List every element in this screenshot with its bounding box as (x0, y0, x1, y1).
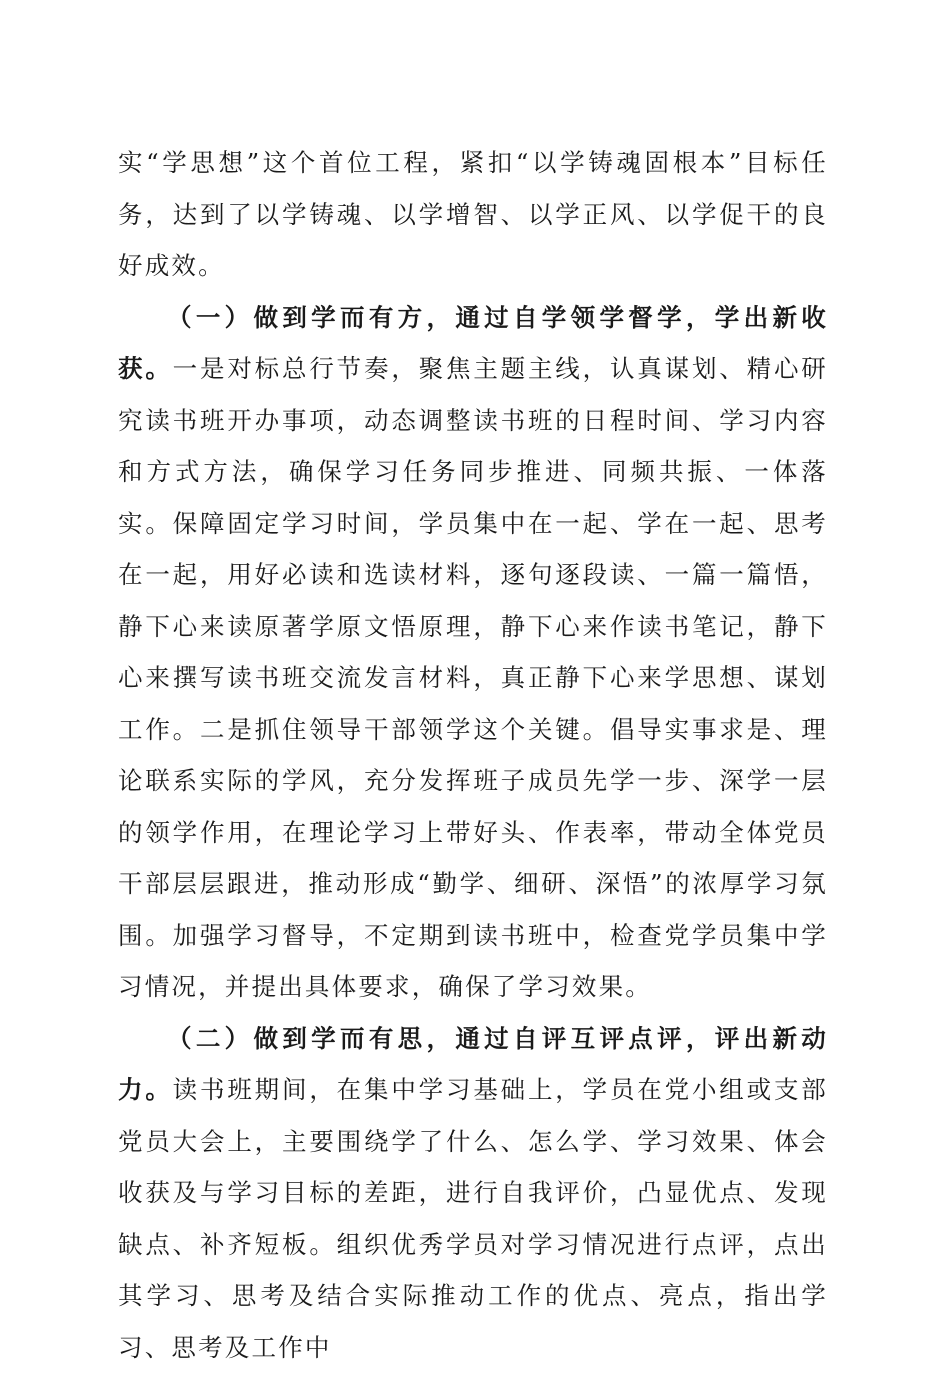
paragraph-text: 实“学思想”这个首位工程，紧扣“以学铸魂固根本”目标任务，达到了以学铸魂、以学增智、以学正风、以学促干的良好成效。 (118, 148, 828, 280)
section-heading: （二）做到学而有思，通过自评互评点评，评出新动力。 (118, 1024, 828, 1105)
document-body (118, 137, 828, 1373)
paragraph-text: 读书班期间，在集中学习基础上，学员在党小组或支部党员大会上，主要围绕学了什么、怎么学、学习效果、体会收获及与学习目标的差距，进行自我评价，凸显优点、发现缺点、补齐短板。组织优秀学员对学习情况进行点评，点出其学习、思考及结合实际推动工作的优点、亮点，指出学习、思考及工作中 (118, 1075, 828, 1362)
paragraph-section-two (118, 1013, 828, 1373)
paragraph-section-one (118, 292, 828, 1013)
paragraph-text: 一是对标总行节奏，聚焦主题主线，认真谋划、精心研究读书班开办事项，动态调整读书班的日程时间、学习内容和方式方法，确保学习任务同步推进、同频共振、一体落实。保障固定学习时间，学员集中在一起、学在一起、思考在一起，用好必读和选读材料，逐句逐段读、一篇一篇悟，静下心来读原著学原文悟原理，静下心来作读书笔记，静下心来撰写读书班交流发言材料，真正静下心来学思想、谋划工作。二是抓住领导干部领学这个关键。倡导实事求是、理论联系实际的学风，充分发挥班子成员先学一步、深学一层的领学作用，在理论学习上带好头、作表率，带动全体党员干部层层跟进，推动形成“勤学、细研、深悟”的浓厚学习氛围。加强学习督导，不定期到读书班中，检查党学员集中学习情况，并提出具体要求，确保了学习效果。 (118, 354, 828, 1001)
section-heading: （一）做到学而有方，通过自学领学督学，学出新收获。 (118, 303, 828, 384)
paragraph-continuation (118, 137, 828, 292)
